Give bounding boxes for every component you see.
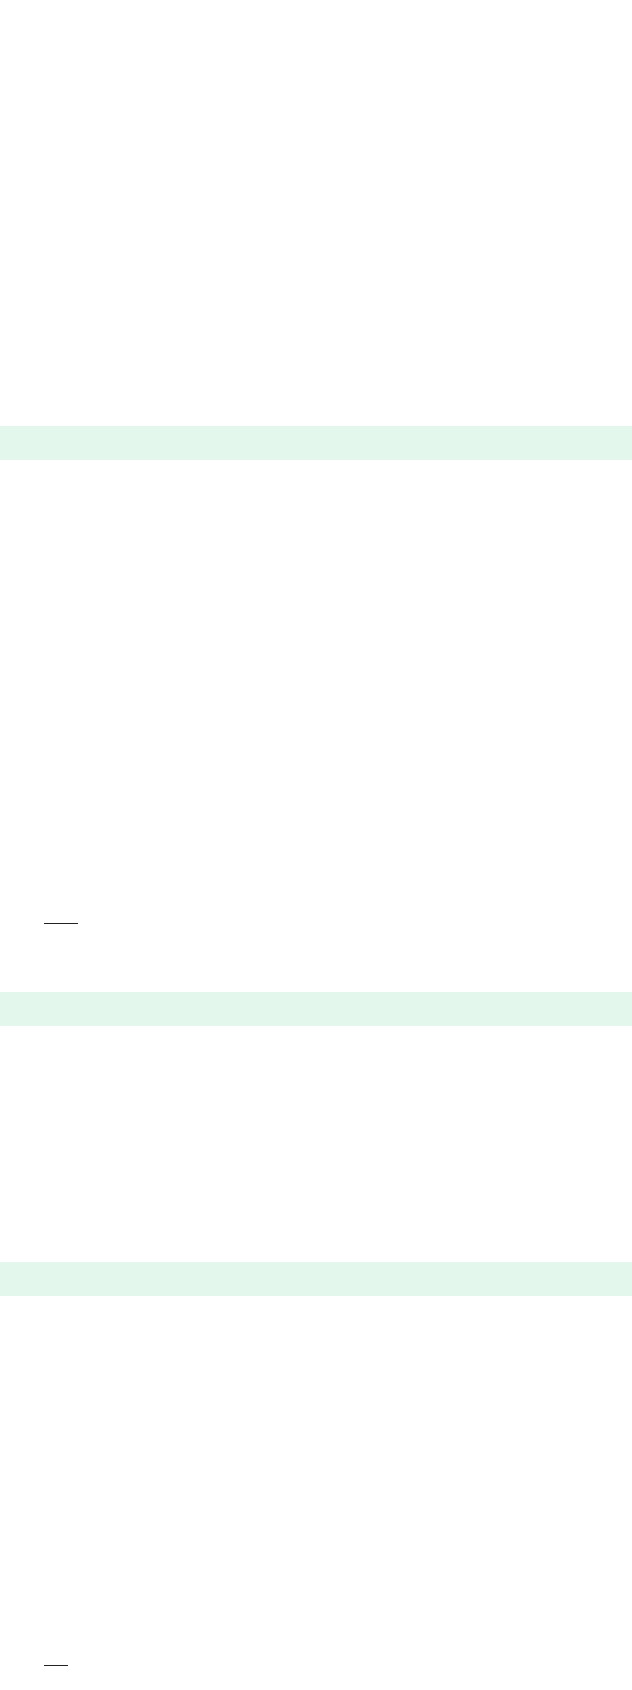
answer-box: [0, 426, 632, 460]
column-divider-line: [44, 923, 78, 924]
answer-box: [0, 992, 632, 1026]
column-divider-line: [44, 1665, 68, 1666]
answer-box: [0, 1262, 632, 1296]
